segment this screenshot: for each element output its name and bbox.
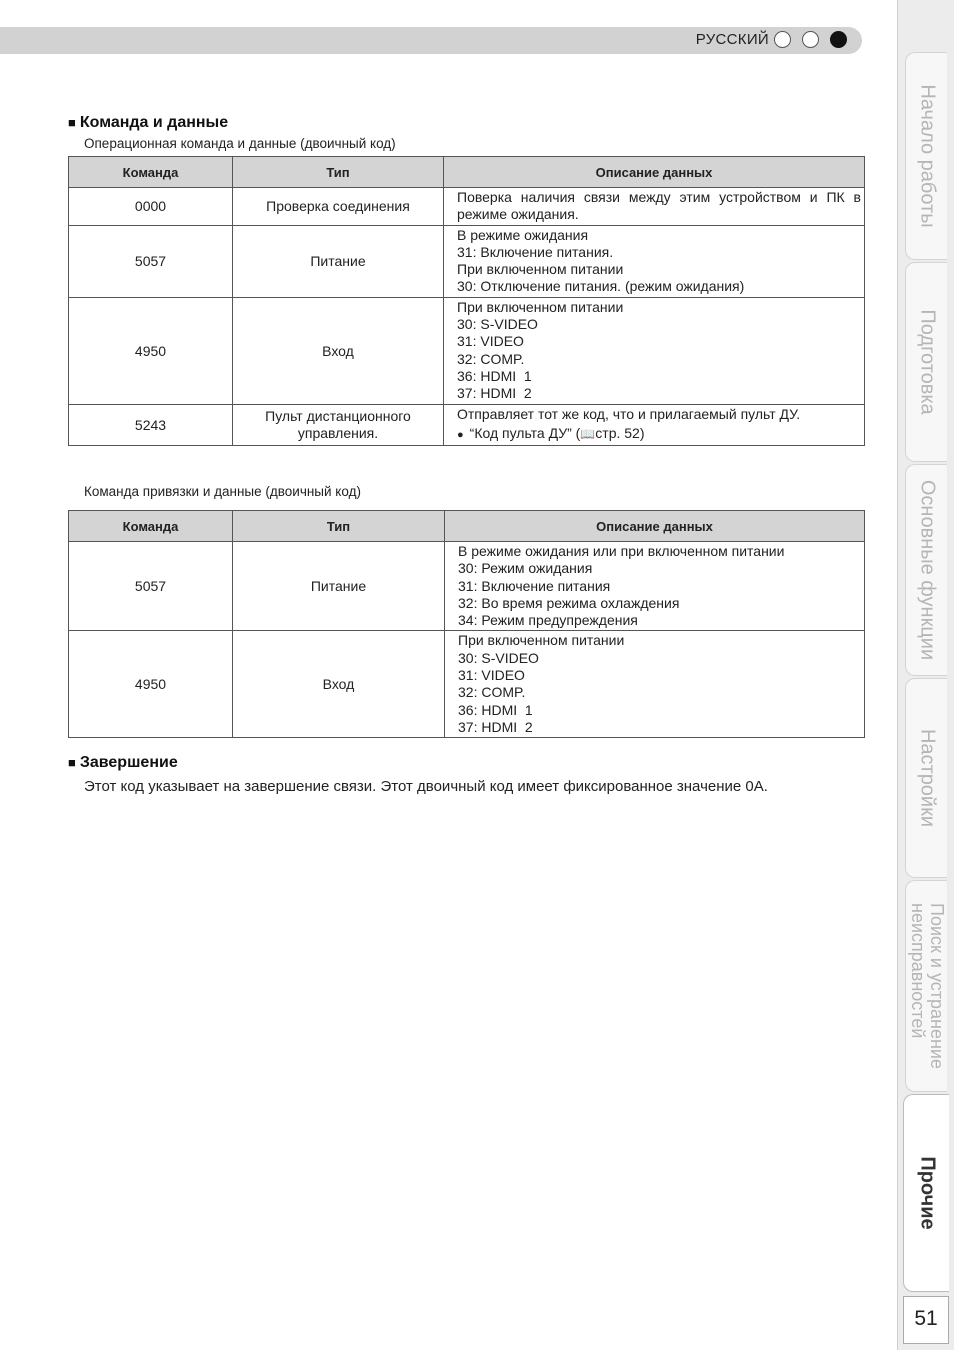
table-header-row: [69, 511, 865, 542]
description-cell: В режиме ожидания 31: Включение питания. При включенном питании 30: Отключение питания. (режим ожидания): [444, 225, 865, 297]
operation-command-table: [68, 156, 865, 446]
description-cell: Отправляет тот же код, что и прилагаемый пульт ДУ. ● “Код пульта ДУ” (📖стр. 52): [444, 404, 865, 446]
book-reference-icon: 📖: [580, 426, 596, 441]
binding-command-table: [68, 510, 865, 738]
command-cell: 4950: [69, 297, 233, 404]
type-cell: Питание: [233, 542, 445, 631]
square-bullet-icon: ■: [68, 115, 76, 130]
circle-icon: [802, 31, 819, 48]
command-cell: 5057: [69, 225, 233, 297]
column-header: Описание данных: [444, 157, 865, 188]
table-row: [69, 225, 865, 297]
round-bullet-icon: ●: [457, 428, 464, 441]
description-cell: При включенном питании 30: S-VIDEO 31: VIDEO 32: COMP. 36: HDMI 1 37: HDMI 2: [444, 297, 865, 404]
column-header: Тип: [233, 157, 444, 188]
language-label: РУССКИЙ: [695, 31, 769, 48]
section-heading-commands: ■ Команда и данные: [68, 114, 229, 131]
page-number: 51: [914, 1307, 938, 1330]
type-cell: Вход: [233, 631, 445, 738]
command-cell: 5243: [69, 404, 233, 446]
type-cell: Питание: [233, 225, 444, 297]
tab-preparation[interactable]: Подготовка: [905, 262, 947, 462]
description-cell: При включенном питании 30: S-VIDEO 31: VIDEO 32: COMP. 36: HDMI 1 37: HDMI 2: [445, 631, 865, 738]
table-header-row: [69, 157, 865, 188]
tab-troubleshooting[interactable]: Поиск и устранение неисправностей: [905, 880, 947, 1092]
tab-basic-functions[interactable]: Основные функции: [905, 464, 947, 676]
table-row: [69, 404, 865, 446]
column-header: Команда: [69, 157, 233, 188]
table-row: [69, 542, 865, 631]
termination-text: Этот код указывает на завершение связи. Этот двоичный код имеет фиксированное значение 0A.: [84, 778, 768, 795]
description-cell: В режиме ожидания или при включенном питании 30: Режим ожидания 31: Включение питания 32: Во время режима охлаждения 34: Режим предупреждения: [445, 542, 865, 631]
tab-other[interactable]: Прочие: [903, 1094, 949, 1292]
table-row: [69, 631, 865, 738]
command-cell: 0000: [69, 188, 233, 226]
square-bullet-icon: ■: [68, 755, 76, 770]
page-number-box: [903, 1296, 949, 1344]
filled-circle-icon: [830, 31, 847, 48]
circle-icon: [774, 31, 791, 48]
command-cell: 4950: [69, 631, 233, 738]
tab-settings[interactable]: Настройки: [905, 678, 947, 878]
type-cell: Проверка соединения: [233, 188, 444, 226]
column-header: Описание данных: [445, 511, 865, 542]
command-cell: 5057: [69, 542, 233, 631]
column-header: Тип: [233, 511, 445, 542]
remote-code-reference: ● “Код пульта ДУ” (📖стр. 52): [457, 424, 645, 441]
table1-subtitle: Операционная команда и данные (двоичный код): [84, 136, 396, 151]
type-cell: Вход: [233, 297, 444, 404]
chapter-sidebar: [897, 0, 954, 1350]
description-cell: Поверка наличия связи между этим устройством и ПК в режиме ожидания.: [444, 188, 865, 226]
table-row: [69, 297, 865, 404]
table-row: [69, 188, 865, 226]
top-language-bar: [0, 27, 862, 54]
table2-subtitle: Команда привязки и данные (двоичный код): [84, 484, 361, 499]
section-heading-termination: ■ Завершение: [68, 754, 178, 771]
tab-getting-started[interactable]: Начало работы: [905, 52, 947, 260]
type-cell: Пульт дистанционного управления.: [233, 404, 444, 446]
column-header: Команда: [69, 511, 233, 542]
